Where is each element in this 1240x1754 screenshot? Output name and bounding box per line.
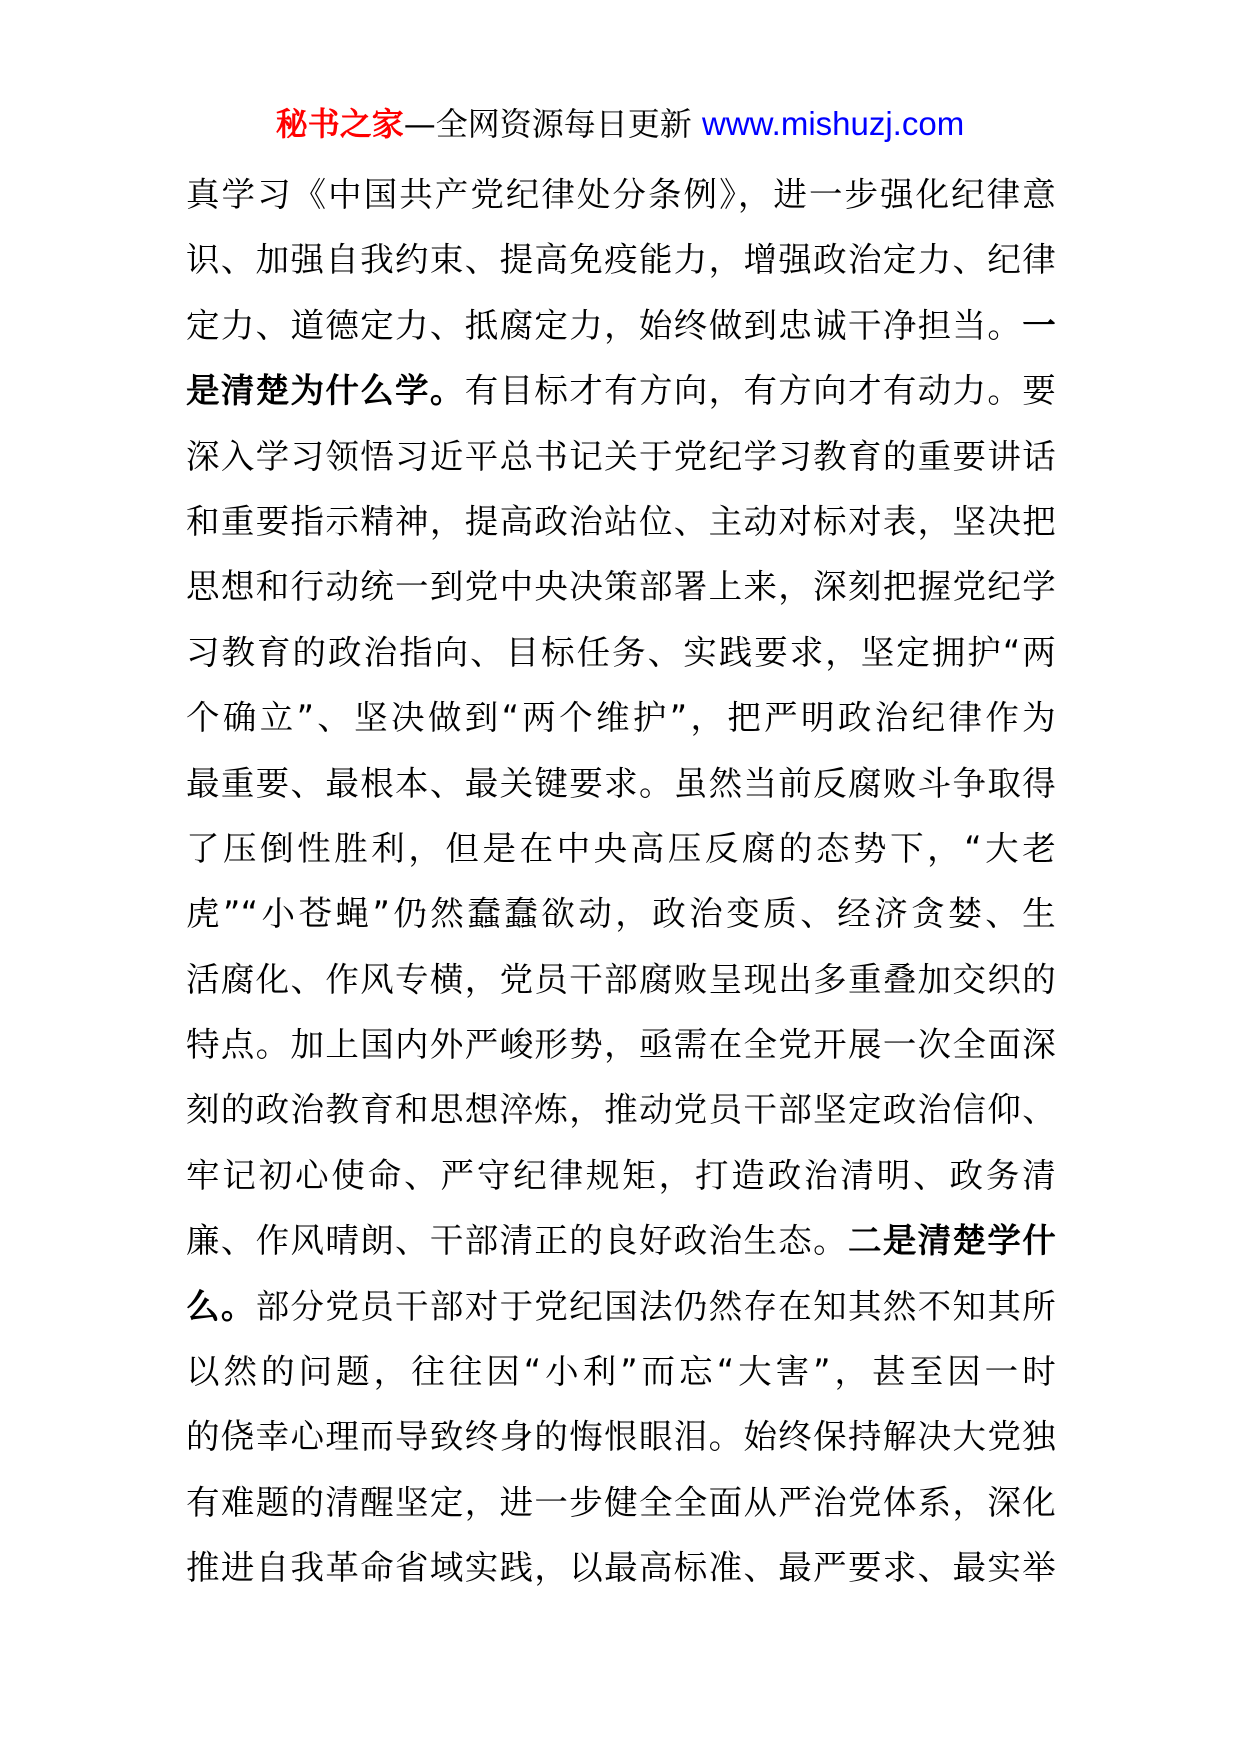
text-line: 最重要、最根本、最关键要求。虽然当前反腐败斗争取得 <box>186 763 1056 803</box>
text-line: 深入学习领悟习近平总书记关于党纪学习教育的重要讲话 <box>186 436 1056 476</box>
text-line: 了压倒性胜利，但是在中央高压反腐的态势下，“大老 <box>186 828 1056 868</box>
section-heading-one: 是清楚为什么学。 <box>186 371 465 411</box>
text-line: 刻的政治教育和思想淬炼，推动党员干部坚定政治信仰、 <box>186 1090 1056 1130</box>
text-line: 有难题的清醒坚定，进一步健全全面从严治党体系，深化 <box>186 1482 1056 1522</box>
text-line: 活腐化、作风专横，党员干部腐败呈现出多重叠加交织的 <box>186 959 1056 999</box>
text-line: 个确立”、坚决做到“两个维护”，把严明政治纪律作为 <box>186 698 1056 738</box>
document-body <box>186 162 1056 1601</box>
text-line: 是清楚为什么学。有目标才有方向，有方向才有动力。要 <box>186 371 1056 411</box>
text-line: 真学习《中国共产党纪律处分条例》，进一步强化纪律意 <box>186 175 1056 214</box>
section-heading-two: 么。 <box>186 1286 256 1326</box>
section-heading-two: 二是清楚学什 <box>847 1221 1056 1261</box>
text-line: 么。部分党员干部对于党纪国法仍然存在知其然不知其所 <box>186 1286 1056 1326</box>
text-line: 思想和行动统一到党中央决策部署上来，深刻把握党纪学 <box>186 567 1056 607</box>
text-line: 习教育的政治指向、目标任务、实践要求，坚定拥护“两 <box>186 632 1056 672</box>
text-line: 廉、作风晴朗、干部清正的良好政治生态。二是清楚学什 <box>186 1221 1056 1261</box>
header-tagline: —全网资源每日更新 <box>403 105 702 143</box>
text-line: 识、加强自我约束、提高免疫能力，增强政治定力、纪律 <box>186 240 1056 280</box>
site-header <box>0 100 1240 148</box>
text-line: 定力、道德定力、抵腐定力，始终做到忠诚干净担当。一 <box>186 305 1056 345</box>
section-heading-one: 一 <box>1022 305 1056 345</box>
text-line: 的侥幸心理而导致终身的悔恨眼泪。始终保持解决大党独 <box>186 1417 1056 1457</box>
text-line: 以然的问题，往往因“小利”而忘“大害”，甚至因一时 <box>186 1352 1056 1392</box>
text-line: 牢记初心使命、严守纪律规矩，打造政治清明、政务清 <box>186 1155 1056 1195</box>
text-line: 推进自我革命省域实践，以最高标准、最严要求、最实举 <box>186 1548 1056 1588</box>
text-line: 特点。加上国内外严峻形势，亟需在全党开展一次全面深 <box>186 1025 1056 1065</box>
text-line: 和重要指示精神，提高政治站位、主动对标对表，坚决把 <box>186 501 1056 541</box>
site-url-link[interactable]: www.mishuzj.com <box>701 105 965 142</box>
brand-name: 秘书之家 <box>275 105 404 143</box>
text-line: 虎”“小苍蝇”仍然蠢蠢欲动，政治变质、经济贪婪、生 <box>186 894 1056 934</box>
